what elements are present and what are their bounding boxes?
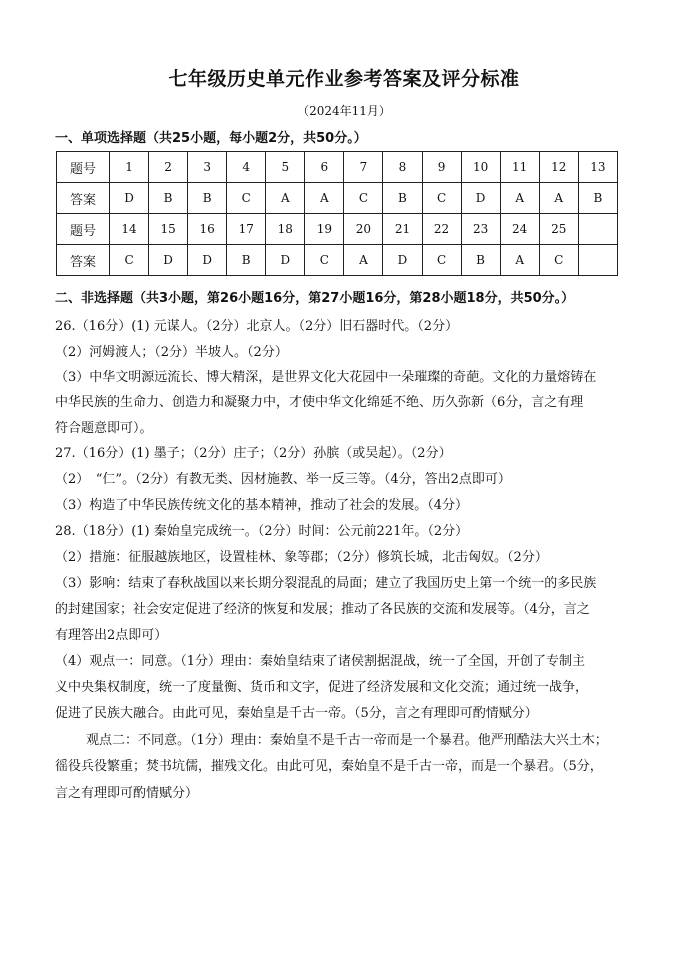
- table-cell: 9: [422, 152, 461, 183]
- table-cell: [578, 214, 617, 245]
- table-cell: D: [149, 245, 188, 276]
- answer-line: （3）构造了中华民族传统文化的基本精神，推动了社会的发展。（4分）: [55, 498, 469, 513]
- table-cell: A: [305, 183, 344, 214]
- table-cell: A: [500, 183, 539, 214]
- table-cell: 23: [461, 214, 500, 245]
- table-cell: B: [383, 183, 422, 214]
- answer-line: （2）河姆渡人；（2分）半坡人。（2分）: [55, 345, 288, 360]
- table-cell: D: [188, 245, 227, 276]
- table-cell: 6: [305, 152, 344, 183]
- table-cell: 18: [266, 214, 305, 245]
- answer-line: 的封建国家；社会安定促进了经济的恢复和发展；推动了各民族的交流和发展等。（4分，言之: [55, 602, 590, 617]
- table-cell: C: [227, 183, 266, 214]
- table-cell: A: [266, 183, 305, 214]
- table-cell: 7: [344, 152, 383, 183]
- table-cell: 19: [305, 214, 344, 245]
- table-cell: 5: [266, 152, 305, 183]
- answer-line: 27.（16分）(1) 墨子；（2分）庄子；（2分）孙膑（或吴起）。（2分）: [55, 446, 452, 461]
- row-header-cell: 题号: [57, 152, 110, 183]
- table-cell: 2: [149, 152, 188, 183]
- table-cell: B: [461, 245, 500, 276]
- table-cell: C: [305, 245, 344, 276]
- table-cell: 11: [500, 152, 539, 183]
- table-cell: 12: [539, 152, 578, 183]
- answer-line: 促进了民族大融合。由此可见，秦始皇是千古一帝。（5分，言之有理即可酌情赋分）: [55, 706, 538, 721]
- row-header-cell: 答案: [57, 245, 110, 276]
- table-cell: C: [110, 245, 149, 276]
- table-cell: B: [578, 183, 617, 214]
- table-cell: A: [500, 245, 539, 276]
- table-cell: C: [344, 183, 383, 214]
- table-cell: 16: [188, 214, 227, 245]
- table-row: [57, 183, 618, 214]
- answer-line: 言之有理即可酌情赋分）: [55, 786, 199, 801]
- table-row: [57, 245, 618, 276]
- table-cell: B: [149, 183, 188, 214]
- table-cell: 1: [110, 152, 149, 183]
- table-cell: 20: [344, 214, 383, 245]
- row-header-cell: 答案: [57, 183, 110, 214]
- section1-heading: 一、单项选择题（共25小题，每小题2分，共50分。）: [55, 131, 367, 146]
- answer-line: 符合题意即可）。: [55, 421, 153, 436]
- answer-line: 观点二：不同意。（1分）理由：秦始皇不是千古一帝而是一个暴君。他严刑酷法大兴土木；: [86, 733, 608, 748]
- table-cell: A: [539, 183, 578, 214]
- answer-line: （3）影响：结束了春秋战国以来长期分裂混乱的局面；建立了我国历史上第一个统一的多民族: [55, 576, 597, 591]
- document-title: 七年级历史单元作业参考答案及评分标准: [168, 68, 520, 90]
- table-cell: D: [110, 183, 149, 214]
- table-cell: D: [461, 183, 500, 214]
- table-cell: A: [344, 245, 383, 276]
- table-cell: 13: [578, 152, 617, 183]
- table-cell: D: [266, 245, 305, 276]
- table-cell: D: [383, 245, 422, 276]
- answer-line: 义中央集权制度，统一了度量衡、货币和文字，促进了经济发展和文化交流；通过统一战争，: [55, 680, 589, 695]
- answer-line: （4）观点一：同意。（1分）理由：秦始皇结束了诸侯割据混战，统一了全国，开创了专制主: [55, 654, 586, 669]
- answer-line: 26.（16分）(1) 元谋人。（2分）北京人。（2分）旧石器时代。（2分）: [55, 319, 459, 334]
- answer-line: 徭役兵役繁重；焚书坑儒，摧残文化。由此可见，秦始皇不是千古一帝，而是一个暴君。（5分，: [55, 759, 603, 774]
- table-cell: C: [422, 245, 461, 276]
- answer-line: （2） “仁”。（2分）有教无类、因材施教、举一反三等。（4分，答出2点即可）: [55, 472, 511, 487]
- section2-heading: 二、非选择题（共3小题，第26小题16分，第27小题16分，第28小题18分，共50分。）: [55, 291, 575, 306]
- table-cell: [578, 245, 617, 276]
- table-cell: 24: [500, 214, 539, 245]
- document-date: （2024年11月）: [297, 104, 391, 118]
- table-cell: 3: [188, 152, 227, 183]
- table-row: [57, 152, 618, 183]
- answer-line: （2）措施：征服越族地区，设置桂林、象等郡；（2分）修筑长城，北击匈奴。（2分）: [55, 550, 548, 565]
- table-cell: 17: [227, 214, 266, 245]
- table-cell: B: [188, 183, 227, 214]
- table-cell: 15: [149, 214, 188, 245]
- table-cell: B: [227, 245, 266, 276]
- table-cell: 4: [227, 152, 266, 183]
- table-cell: 21: [383, 214, 422, 245]
- answer-line: 28.（18分）(1) 秦始皇完成统一。（2分）时间：公元前221年。（2分）: [55, 524, 469, 539]
- table-cell: 10: [461, 152, 500, 183]
- answer-line: （3）中华文明源远流长、博大精深，是世界文化大花园中一朵璀璨的奇葩。文化的力量熔铸在: [55, 370, 597, 385]
- table-row: [57, 214, 618, 245]
- answer-line: 有理答出2点即可）: [55, 628, 168, 643]
- table-cell: 14: [110, 214, 149, 245]
- answer-table: [56, 151, 618, 276]
- row-header-cell: 题号: [57, 214, 110, 245]
- answer-line: 中华民族的生命力、创造力和凝聚力中，才使中华文化绵延不绝、历久弥新（6分，言之有理: [55, 395, 584, 410]
- table-cell: C: [539, 245, 578, 276]
- table-cell: 25: [539, 214, 578, 245]
- table-cell: 22: [422, 214, 461, 245]
- table-cell: C: [422, 183, 461, 214]
- table-cell: 8: [383, 152, 422, 183]
